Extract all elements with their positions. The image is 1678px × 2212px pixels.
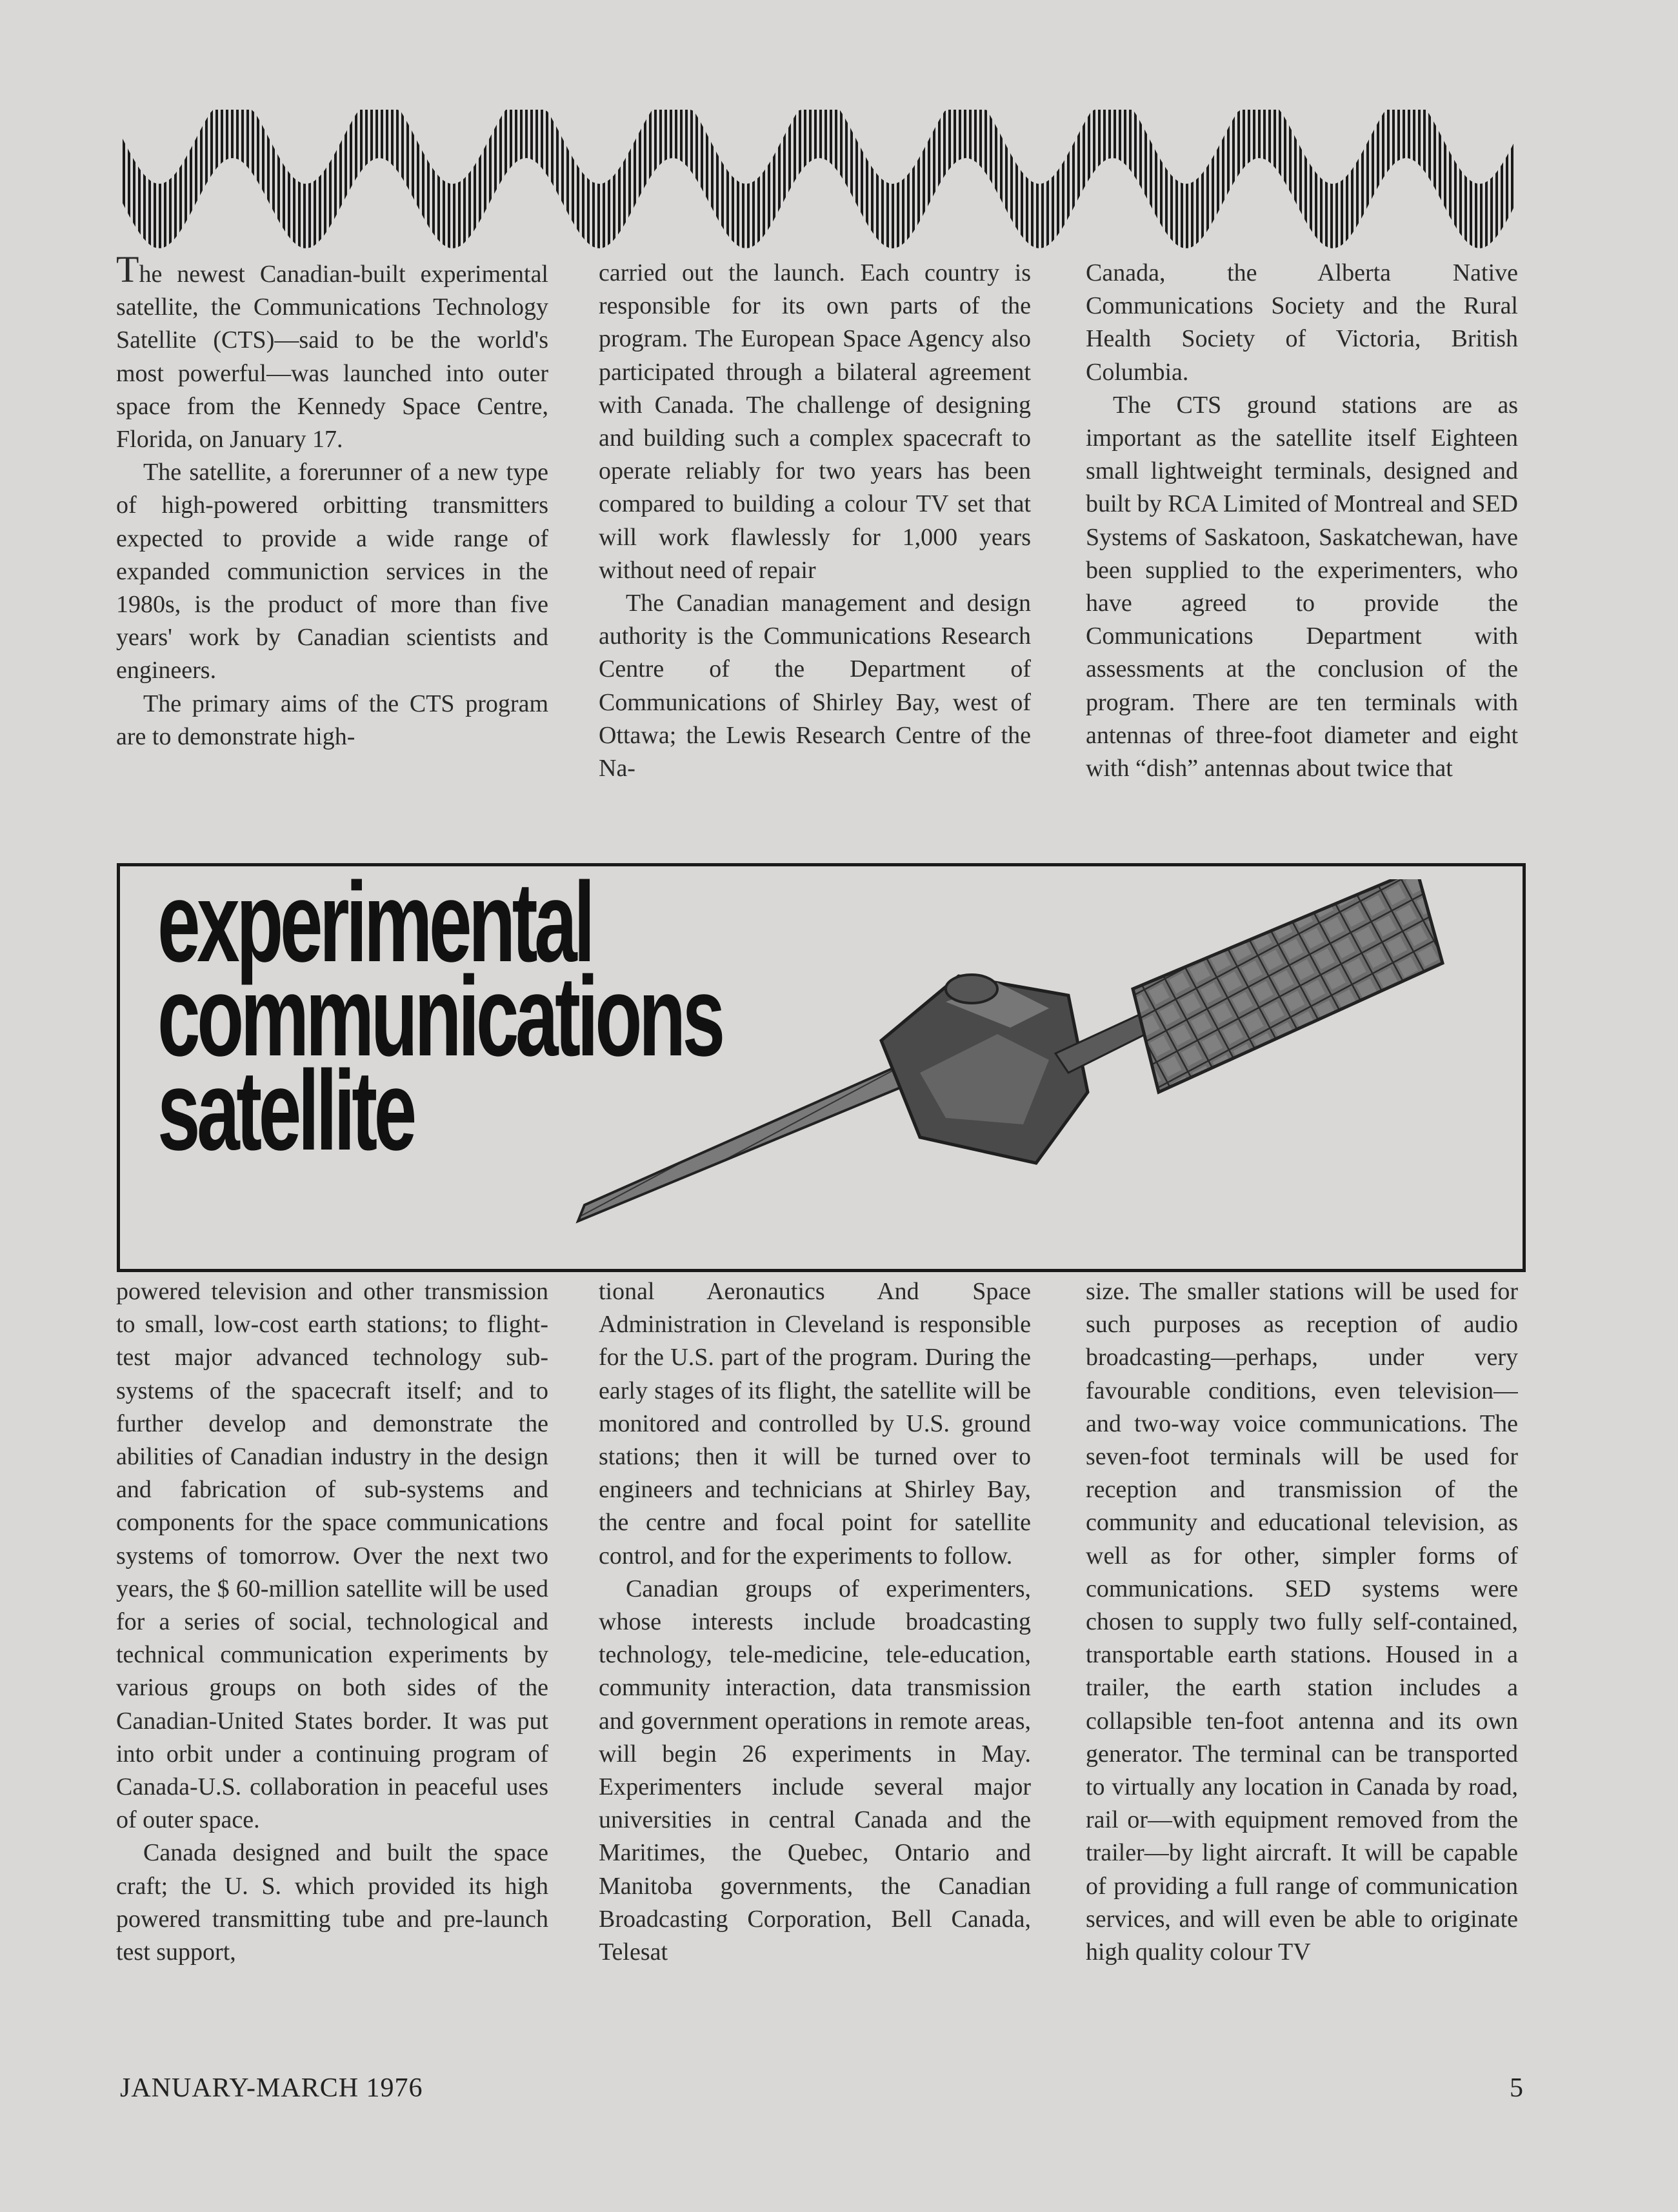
- paragraph: Canada designed and built the space craft; the U. S. which provided its high powered transmitting tube and pre-launch test support,: [116, 1839, 548, 1966]
- paragraph: carried out the launch. Each country is responsible for its own parts of the program. The European Space Agency also participated through a bilateral agreement with Canada. The challenge of designing and building such a complex spacecraft to operate reliably for two years has been compared to building a colour TV set that will work flawlessly for 1,000 years without need of repair: [599, 259, 1031, 584]
- headline-line: communications: [157, 953, 722, 1080]
- paragraph: Canada, the Alberta Native Communications Society and the Rural Health Society of Victoria, British Columbia.: [1086, 259, 1518, 386]
- paragraph: [116, 257, 548, 456]
- article-column-1-top: [116, 257, 548, 852]
- solar-panel-right: [1133, 879, 1443, 1092]
- decorative-wave-banner: [123, 110, 1516, 252]
- article-column-3-bottom: [1086, 1275, 1518, 2064]
- paragraph: powered television and other transmission to small, low-cost earth stations; to flight-test major advanced technology sub-systems of the spacecraft itself; and to further develop and demonstrate the abilities of Canadian industry in the design and fabrication of sub-systems and components for the space communications systems of tomorrow. Over the next two years, the $ 60-million satellite will be used for a series of social, technological and technical communication experiments by various groups on both sides of the Canadian-United States border. It was put into orbit under a continuing program of Canada-U.S. collaboration in peaceful uses of outer space.: [116, 1278, 548, 1834]
- article-column-2-top: [599, 257, 1031, 852]
- headline-line: experimental: [157, 863, 592, 986]
- paragraph-text: he newest Canadian-built experimental satellite, the Communications Technology Satellite (CTS)—said to be the world's most powerful—was launched into outer space from the Kennedy Space Centre, Florida, on January 17.: [116, 261, 548, 453]
- paragraph: The primary aims of the CTS program are to demonstrate high-: [116, 690, 548, 750]
- paragraph: tional Aeronautics And Space Administration in Cleveland is responsible for the U.S. part of the program. During the early stages of its flight, the satellite will be monitored and controlled by U.S. ground stations; then it will be turned over to engineers and technicians at Shirley Bay, the centre and focal point for satellite control, and for the experiments to follow.: [599, 1278, 1031, 1569]
- paragraph: Canadian groups of experimenters, whose interests include broadcasting technology, tele-medicine, tele-education, community interaction, data transmission and government operations in remote areas, will begin 26 experiments in May. Experimenters include several major universities in central Canada and the Maritimes, the Quebec, Ontario and Manitoba governments, the Canadian Broadcasting Corporation, Bell Canada, Telesat: [599, 1575, 1031, 1966]
- issue-date: JANUARY-MARCH 1976: [120, 2073, 423, 2103]
- paragraph: The satellite, a forerunner of a new type of high-powered orbitting transmitters expected to provide a wide range of expanded communiction services in the 1980s, is the product of more than five years' work by Canadian scientists and engineers.: [116, 459, 548, 684]
- headline-box: [117, 863, 1526, 1272]
- page-number: 5: [1510, 2073, 1524, 2103]
- headline-line: satellite: [157, 1048, 414, 1174]
- article-column-1-bottom: [116, 1275, 548, 2064]
- article-column-2-bottom: [599, 1275, 1031, 2064]
- drop-cap: T: [116, 257, 139, 290]
- paragraph: The Canadian management and design authority is the Communications Research Centre of the Department of Communications of Shirley Bay, west of Ottawa; the Lewis Research Centre of the Na-: [599, 590, 1031, 782]
- solar-panel-left: [578, 1053, 936, 1221]
- paragraph: The CTS ground stations are as important as the satellite itself Eighteen small lightweight terminals, designed and built by RCA Limited of Montreal and SED Systems of Saskatoon, Saskatchewan, have been supplied to the experimenters, who have agreed to provide the Communications Department with assessments at the conclusion of the program. There are ten terminals with antennas of three-foot diameter and eight with “dish” antennas about twice that: [1086, 391, 1518, 782]
- satellite-photo: [559, 879, 1488, 1266]
- article-column-3-top: [1086, 257, 1518, 852]
- paragraph: size. The smaller stations will be used for such purposes as reception of audio broadcasting—perhaps, under very favourable conditions, even television—and two-way voice communications. The seven-foot terminals will be used for reception and transmission of the community and educational television, as well as for other, simpler forms of communications. SED systems were chosen to supply two fully self-contained, transportable earth stations. Housed in a trailer, the earth station includes a collapsible ten-foot antenna and its own generator. The terminal can be transported to virtually any location in Canada by road, rail or—with equipment removed from the trailer—by light aircraft. It will be capable of providing a full range of communication services, and will even be able to originate high quality colour TV: [1086, 1278, 1518, 1966]
